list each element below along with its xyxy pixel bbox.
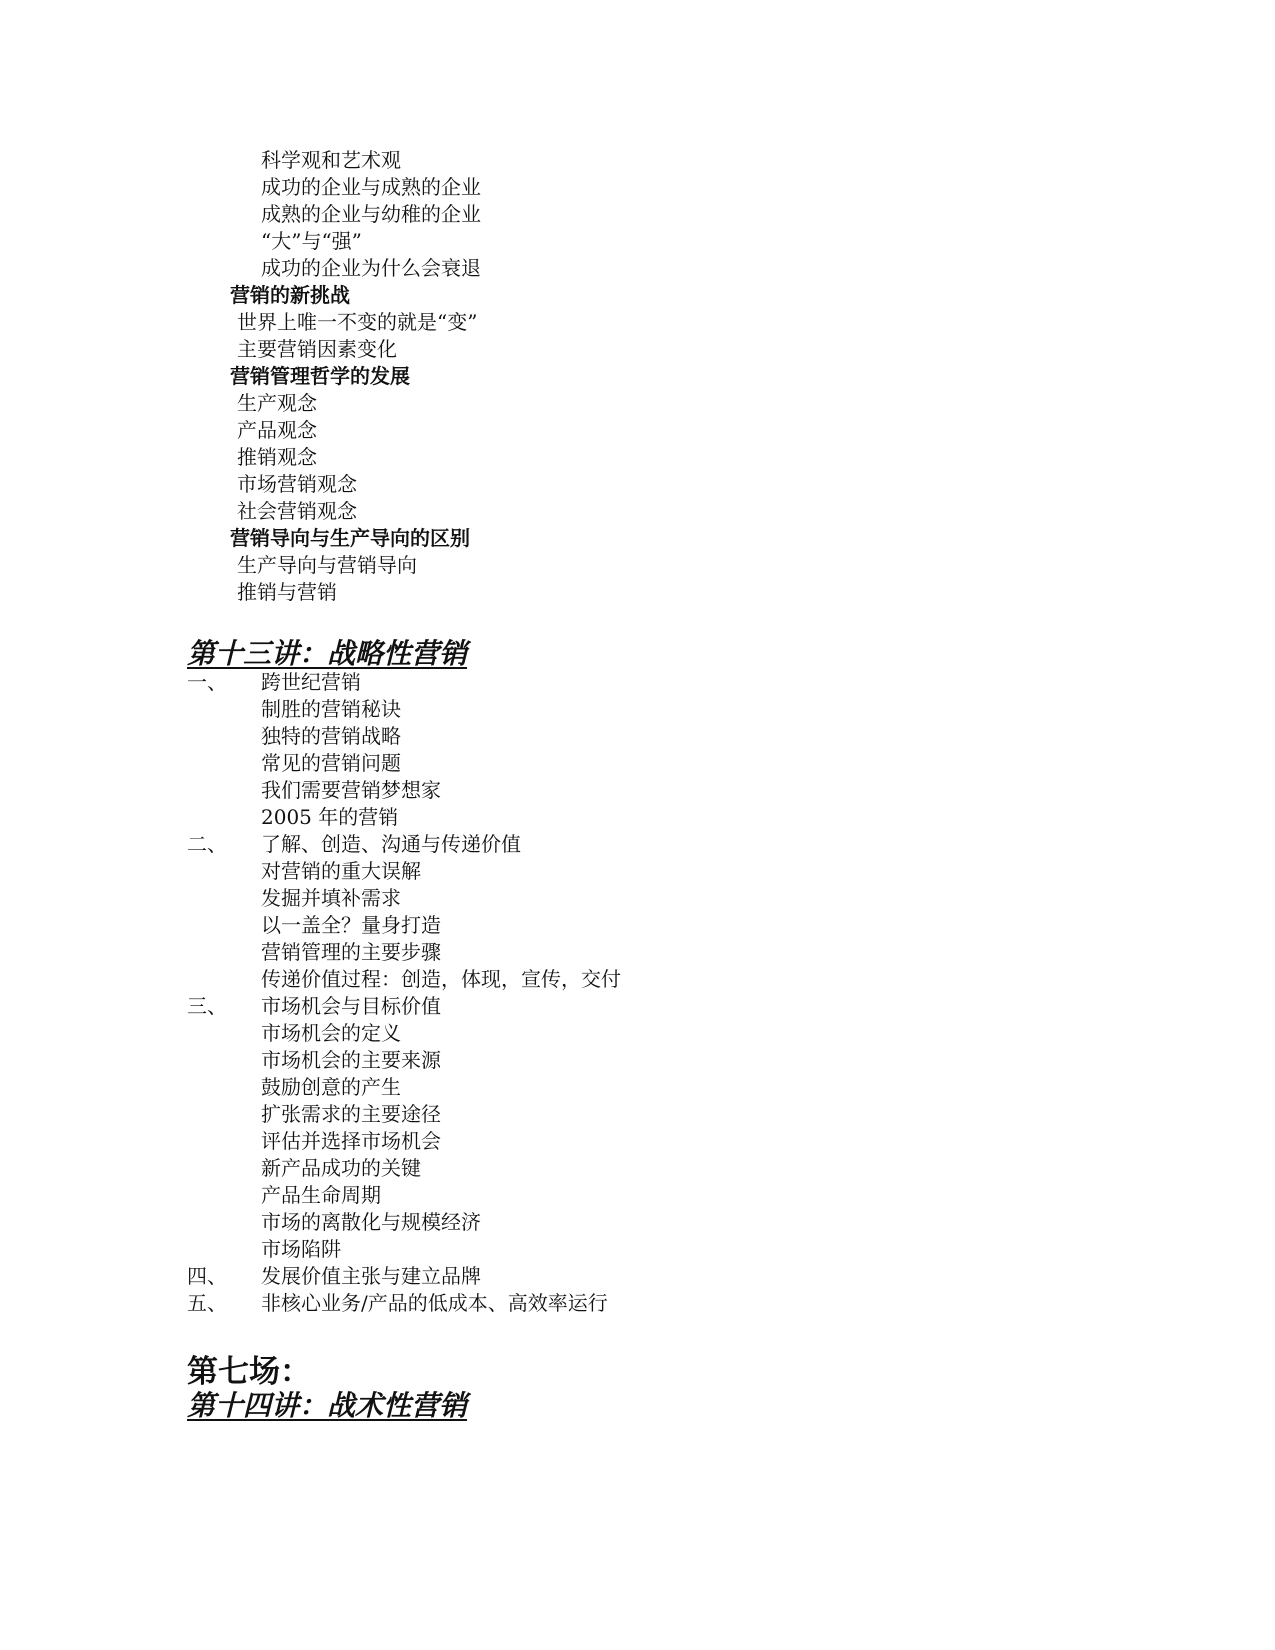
list-item: 扩张需求的主要途径 [261,1102,441,1126]
list-item: 市场机会的主要来源 [261,1048,441,1072]
section-number: 一、 [187,670,227,694]
section-label: 了解、创造、沟通与传递价值 [261,832,521,856]
section-label: 发展价值主张与建立品牌 [261,1264,481,1288]
list-item: 市场机会的定义 [261,1021,401,1045]
section-heading: 营销的新挑战 [230,283,350,307]
list-item: 市场陷阱 [261,1237,341,1261]
list-item: 2005 年的营销 [261,805,399,829]
list-item: 以一盖全？量身打造 [261,913,441,937]
list-item: 产品观念 [237,418,317,442]
section-number: 四、 [187,1264,227,1288]
list-item: 对营销的重大误解 [261,859,421,883]
list-item: 成功的企业为什么会衰退 [261,256,481,280]
list-item: 市场营销观念 [237,472,357,496]
section-number: 三、 [187,994,227,1018]
lecture-title: 第十三讲：战略性营销 [187,637,468,670]
list-item: 制胜的营销秘诀 [261,697,401,721]
list-item: 独特的营销战略 [261,724,401,748]
list-item: 新产品成功的关键 [261,1156,421,1180]
list-item: 生产导向与营销导向 [237,553,417,577]
section-number: 二、 [187,832,227,856]
section-heading: 营销导向与生产导向的区别 [230,526,470,550]
section-label: 市场机会与目标价值 [261,994,441,1018]
list-item: 科学观和艺术观 [261,148,401,172]
list-item: 推销观念 [237,445,317,469]
list-item: 成熟的企业与幼稚的企业 [261,202,481,226]
list-item: 推销与营销 [237,580,337,604]
list-item: 营销管理的主要步骤 [261,940,441,964]
list-item: 鼓励创意的产生 [261,1075,401,1099]
section-number: 五、 [187,1291,227,1315]
list-item: “大”与“强” [261,229,362,253]
list-item: 社会营销观念 [237,499,357,523]
list-item: 世界上唯一不变的就是“变” [237,310,478,334]
list-item: 产品生命周期 [261,1183,381,1207]
section-heading: 营销管理哲学的发展 [230,364,410,388]
list-item: 市场的离散化与规模经济 [261,1210,481,1234]
list-item: 主要营销因素变化 [237,337,397,361]
section-label: 跨世纪营销 [261,670,361,694]
list-item: 常见的营销问题 [261,751,401,775]
list-item: 发掘并填补需求 [261,886,401,910]
lecture-title: 第十四讲：战术性营销 [187,1389,468,1422]
list-item: 评估并选择市场机会 [261,1129,441,1153]
list-item: 生产观念 [237,391,317,415]
section-label: 非核心业务/产品的低成本、高效率运行 [261,1291,608,1315]
list-item: 成功的企业与成熟的企业 [261,175,481,199]
scene-title: 第七场： [187,1354,311,1390]
list-item: 我们需要营销梦想家 [261,778,441,802]
list-item: 传递价值过程：创造，体现，宣传，交付 [261,967,621,991]
